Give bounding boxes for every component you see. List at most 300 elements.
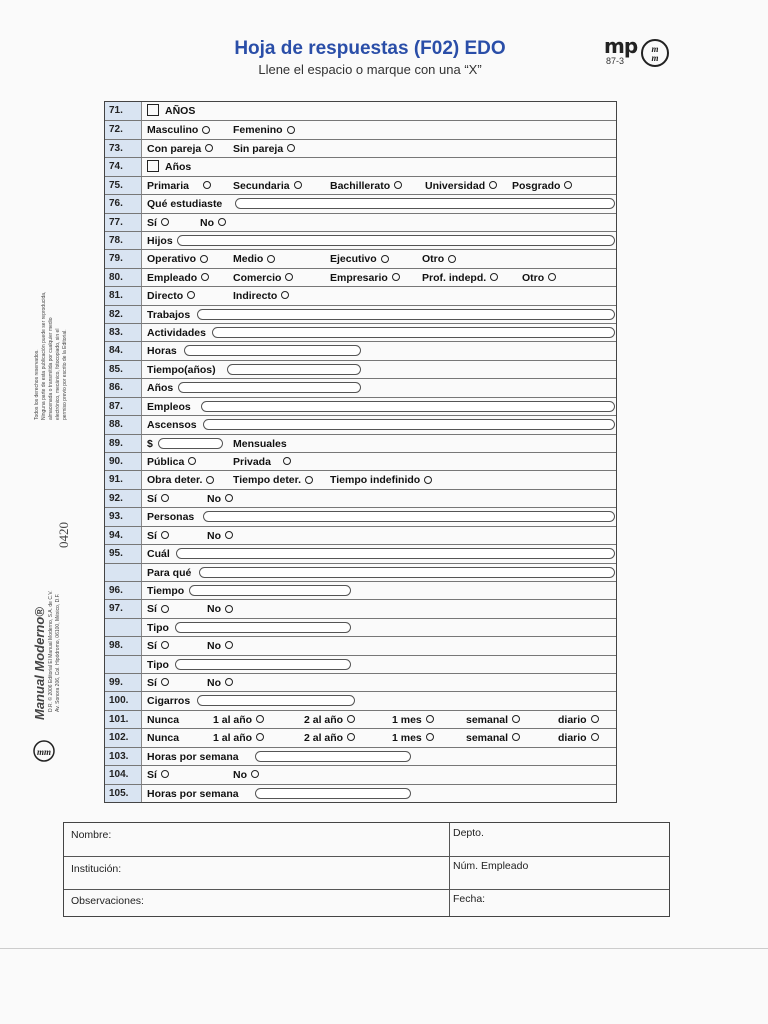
option-label [207, 530, 233, 542]
option-label [147, 345, 177, 357]
radio-circle[interactable] [564, 181, 572, 189]
option-label [147, 309, 190, 321]
item-number: 96. [109, 584, 123, 596]
answer-row [105, 489, 616, 507]
nombre-label: Nombre: [71, 829, 112, 841]
option-text: Universidad [425, 179, 486, 192]
option-label [147, 732, 179, 744]
item-number: 89. [109, 437, 123, 449]
answer-field[interactable] [203, 419, 615, 430]
option-text: 1 al año [213, 732, 253, 745]
item-number: 97. [109, 603, 123, 615]
radio-circle[interactable] [305, 476, 313, 484]
item-number: 100. [109, 695, 129, 707]
answer-row [105, 434, 616, 452]
radio-circle[interactable] [161, 494, 169, 502]
option-label [392, 732, 434, 744]
item-number: 98. [109, 640, 123, 652]
option-label [233, 290, 289, 302]
radio-circle[interactable] [512, 715, 520, 723]
item-number: 93. [109, 511, 123, 523]
institucion-label: Institución: [71, 863, 122, 875]
radio-circle[interactable] [161, 770, 169, 778]
answer-field[interactable] [176, 548, 615, 559]
answer-row [105, 323, 616, 341]
item-number: 87. [109, 400, 123, 412]
answer-field[interactable] [177, 235, 615, 246]
answer-row [105, 655, 616, 673]
option-label [147, 474, 214, 486]
option-label [233, 272, 293, 284]
answer-row [105, 728, 616, 746]
option-label [233, 180, 302, 192]
option-label [233, 456, 291, 468]
option-label [147, 714, 179, 726]
option-text: Horas por semana [147, 750, 239, 763]
option-label [422, 253, 456, 265]
option-label [233, 438, 287, 450]
num-empleado-label: Núm. Empleado [453, 860, 529, 872]
answer-field[interactable] [235, 198, 615, 209]
radio-circle[interactable] [161, 605, 169, 613]
option-text: Sí [147, 603, 157, 616]
answer-row [105, 139, 616, 157]
option-text: Bachillerato [330, 179, 391, 192]
answer-field[interactable] [203, 511, 615, 522]
radio-circle[interactable] [225, 678, 233, 686]
option-text: Nunca [147, 732, 180, 745]
option-text: 2 al año [304, 713, 344, 726]
option-text: Para qué [147, 566, 192, 579]
option-text: semanal [466, 713, 509, 726]
option-label [233, 253, 275, 265]
radio-circle[interactable] [392, 273, 400, 281]
option-text: Años [147, 382, 174, 395]
option-label [147, 603, 169, 615]
option-label [330, 180, 402, 192]
option-text: Primaria [147, 179, 190, 192]
depto-label: Depto. [453, 827, 484, 839]
option-label [147, 217, 169, 229]
option-text: Secundaria [233, 179, 290, 192]
mp-logo: mp [604, 34, 638, 58]
answer-row [105, 747, 616, 765]
option-label [330, 253, 389, 265]
answer-row [105, 526, 616, 544]
option-label [330, 272, 400, 284]
answer-field[interactable] [178, 382, 361, 393]
option-label [304, 714, 355, 726]
option-text: No [233, 769, 247, 782]
answer-row [105, 341, 616, 359]
radio-circle[interactable] [225, 531, 233, 539]
item-number: 76. [109, 198, 123, 210]
option-text: No [207, 529, 221, 542]
option-text: No [207, 603, 221, 616]
option-text: Sí [147, 640, 157, 653]
answer-row [105, 765, 616, 783]
option-text: Pública [147, 455, 185, 468]
option-text: semanal [466, 732, 509, 745]
option-label [147, 327, 206, 339]
item-number: 92. [109, 492, 123, 504]
option-label [147, 530, 169, 542]
option-text: Indirecto [233, 290, 278, 303]
option-text: Privada [233, 455, 271, 468]
option-label [147, 622, 169, 634]
option-label [304, 732, 355, 744]
answer-row [105, 378, 616, 396]
option-text: Comercio [233, 271, 282, 284]
radio-circle[interactable] [347, 715, 355, 723]
radio-circle[interactable] [225, 494, 233, 502]
answer-row [105, 618, 616, 636]
option-label [147, 548, 170, 560]
option-text: Años [165, 161, 192, 174]
brand-logo-icon [33, 740, 55, 762]
answer-row [105, 470, 616, 488]
form-code: 87-3 [606, 56, 625, 66]
item-number: 71. [109, 105, 123, 116]
radio-circle[interactable] [256, 715, 264, 723]
option-label [233, 143, 295, 155]
option-text: Cuál [147, 548, 170, 561]
option-text: Directo [147, 290, 184, 303]
svg-text:m: m [651, 44, 659, 54]
option-label [147, 105, 195, 117]
answer-row [105, 102, 616, 120]
option-label [466, 732, 520, 744]
radio-circle[interactable] [251, 770, 259, 778]
radio-circle[interactable] [490, 273, 498, 281]
answer-row [105, 157, 616, 175]
option-text: No [207, 492, 221, 505]
answer-field[interactable] [158, 438, 223, 449]
item-number: 78. [109, 234, 123, 246]
option-text: Otro [422, 253, 445, 266]
option-label [207, 677, 233, 689]
radio-circle[interactable] [381, 255, 389, 263]
option-label [147, 511, 194, 523]
radio-circle[interactable] [206, 476, 214, 484]
item-number: 88. [109, 419, 123, 431]
publisher-address: D.R. © 2006 Editorial El Manual Moderno, S.A. de C.V. Av. Sonora 206, Col. Hipódromo, 06100, México, D.F. [48, 590, 61, 712]
radio-circle[interactable] [187, 291, 195, 299]
item-number: 74. [109, 161, 123, 173]
radio-circle[interactable] [202, 126, 210, 134]
item-number: 82. [109, 308, 123, 320]
answer-field[interactable] [212, 327, 615, 338]
radio-circle[interactable] [200, 255, 208, 263]
radio-circle[interactable] [256, 733, 264, 741]
option-label [147, 124, 210, 136]
radio-circle[interactable] [424, 476, 432, 484]
radio-circle[interactable] [591, 715, 599, 723]
checkbox-square[interactable] [147, 160, 159, 172]
option-text: Masculino [147, 124, 199, 137]
fecha-label: Fecha: [453, 893, 486, 905]
option-text: Tiempo indefinido [330, 474, 421, 487]
option-label [558, 714, 599, 726]
option-label [147, 382, 173, 394]
radio-circle[interactable] [201, 273, 209, 281]
option-text: No [207, 640, 221, 653]
option-text: Ascensos [147, 419, 197, 432]
answer-field[interactable] [255, 751, 411, 762]
item-number: 85. [109, 363, 123, 375]
option-text: Posgrado [512, 179, 561, 192]
item-number: 79. [109, 253, 123, 265]
option-label [147, 456, 196, 468]
option-label [147, 198, 222, 210]
option-label [147, 180, 211, 192]
checkbox-square[interactable] [147, 104, 159, 116]
answer-field[interactable] [175, 659, 351, 670]
option-text: 1 mes [392, 732, 422, 745]
answer-row [105, 213, 616, 231]
option-label [147, 788, 239, 800]
option-text: Medio [233, 253, 264, 266]
answer-field[interactable] [175, 622, 351, 633]
radio-circle[interactable] [188, 457, 196, 465]
option-text: AÑOS [165, 105, 196, 117]
answer-row [105, 231, 616, 249]
option-label [147, 677, 169, 689]
answer-row [105, 360, 616, 378]
option-label [147, 567, 191, 579]
item-number: 83. [109, 327, 123, 339]
option-text: Tiempo [147, 584, 185, 597]
option-text: Sin pareja [233, 142, 284, 155]
radio-circle[interactable] [225, 641, 233, 649]
option-text: Operativo [147, 253, 197, 266]
answer-field[interactable] [255, 788, 411, 799]
answer-row [105, 397, 616, 415]
option-label [147, 659, 169, 671]
option-text: Empleos [147, 400, 191, 413]
item-number: 103. [109, 750, 129, 762]
option-label [147, 695, 190, 707]
radio-circle[interactable] [287, 126, 295, 134]
item-number: 84. [109, 345, 123, 357]
answer-row [105, 176, 616, 194]
answer-field[interactable] [227, 364, 361, 375]
option-label [207, 493, 233, 505]
svg-text:mm: mm [36, 747, 52, 757]
option-text: Tipo [147, 621, 169, 634]
publisher-logo-icon [640, 38, 670, 68]
option-text: Otro [522, 271, 545, 284]
option-text: diario [558, 732, 587, 745]
item-number: 102. [109, 732, 129, 744]
option-text: No [207, 677, 221, 690]
radio-circle[interactable] [294, 181, 302, 189]
option-label [558, 732, 599, 744]
radio-circle[interactable] [347, 733, 355, 741]
svg-text:m: m [651, 53, 659, 63]
answer-grid [104, 101, 617, 803]
item-number: 104. [109, 769, 129, 781]
option-label [233, 769, 259, 781]
copyright-notice: Todos los derechos reservados. Ninguna parte de esta publicación puede ser reproducida, almacenada o transmitida por cualquier medio electrónico, mecánico, fotocopiado, sin el permiso previo por escrito de la Editorial. [34, 291, 68, 420]
option-text: 1 mes [392, 713, 422, 726]
option-text: Tiempo deter. [233, 474, 302, 487]
answer-row [105, 636, 616, 654]
option-text: Cigarros [147, 695, 191, 708]
radio-circle[interactable] [591, 733, 599, 741]
item-number: 86. [109, 382, 123, 394]
option-label [147, 290, 195, 302]
page-edge-divider [0, 948, 768, 949]
answer-row [105, 120, 616, 138]
answer-row [105, 415, 616, 433]
answer-row [105, 710, 616, 728]
option-text: No [200, 216, 214, 229]
option-text: Sí [147, 769, 157, 782]
option-text: $ [147, 437, 153, 450]
option-text: Obra deter. [147, 474, 203, 487]
option-label [466, 714, 520, 726]
answer-row [105, 286, 616, 304]
radio-circle[interactable] [281, 291, 289, 299]
option-text: Sí [147, 492, 157, 505]
observaciones-label: Observaciones: [71, 895, 144, 907]
option-label [147, 253, 208, 265]
option-label [147, 751, 239, 763]
option-text: Sí [147, 677, 157, 690]
radio-circle[interactable] [287, 144, 295, 152]
radio-circle[interactable] [283, 457, 291, 465]
item-number: 94. [109, 529, 123, 541]
radio-circle[interactable] [394, 181, 402, 189]
answer-row [105, 691, 616, 709]
option-text: Personas [147, 511, 195, 524]
respondent-info-box [63, 822, 670, 917]
item-number: 95. [109, 548, 123, 560]
answer-row [105, 268, 616, 286]
radio-circle[interactable] [161, 531, 169, 539]
radio-circle[interactable] [218, 218, 226, 226]
option-label [147, 272, 209, 284]
option-text: Actividades [147, 327, 206, 340]
radio-circle[interactable] [512, 733, 520, 741]
radio-circle[interactable] [161, 641, 169, 649]
option-label [512, 180, 572, 192]
option-label [392, 714, 434, 726]
answer-row [105, 599, 616, 617]
option-text: Tipo [147, 658, 169, 671]
item-number: 99. [109, 677, 123, 689]
answer-field[interactable] [184, 345, 361, 356]
answer-field[interactable] [197, 695, 355, 706]
option-label [233, 474, 313, 486]
radio-circle[interactable] [205, 144, 213, 152]
option-text: Trabajos [147, 308, 191, 321]
answer-row [105, 563, 616, 581]
option-label [147, 769, 169, 781]
option-text: 1 al año [213, 713, 253, 726]
item-number: 81. [109, 290, 123, 302]
radio-circle[interactable] [426, 733, 434, 741]
option-label [422, 272, 498, 284]
option-label [207, 640, 233, 652]
option-text: Femenino [233, 124, 283, 137]
item-number: 75. [109, 179, 123, 191]
option-label [147, 143, 213, 155]
answer-field[interactable] [197, 309, 615, 320]
answer-row [105, 452, 616, 470]
option-text: Sí [147, 529, 157, 542]
publisher-brand: Manual Moderno® [32, 607, 47, 720]
item-number: 77. [109, 216, 123, 228]
answer-row [105, 194, 616, 212]
option-label [147, 364, 216, 376]
option-text: Prof. indepd. [422, 271, 487, 284]
radio-circle[interactable] [448, 255, 456, 263]
option-label [522, 272, 556, 284]
item-number: 90. [109, 455, 123, 467]
option-text: Hijos [147, 234, 173, 247]
answer-row [105, 673, 616, 691]
option-text: Ejecutivo [330, 253, 377, 266]
page-subtitle: Llene el espacio o marque con una “X” [258, 62, 482, 77]
print-code: 0420 [56, 522, 71, 548]
option-label [147, 438, 153, 450]
option-label [213, 732, 264, 744]
answer-row [105, 784, 616, 802]
radio-circle[interactable] [548, 273, 556, 281]
option-label [233, 124, 295, 136]
radio-circle[interactable] [285, 273, 293, 281]
option-label [330, 474, 432, 486]
answer-row [105, 507, 616, 525]
radio-circle[interactable] [225, 605, 233, 613]
option-text: Mensuales [233, 437, 287, 450]
option-text: diario [558, 713, 587, 726]
option-label [147, 161, 191, 173]
option-label [213, 714, 264, 726]
option-text: Nunca [147, 713, 180, 726]
option-text: Qué estudiaste [147, 198, 223, 211]
radio-circle[interactable] [426, 715, 434, 723]
item-number: 101. [109, 713, 129, 725]
item-number: 72. [109, 124, 123, 136]
option-label [207, 603, 233, 615]
option-text: Sí [147, 216, 157, 229]
option-label [147, 640, 169, 652]
radio-circle[interactable] [203, 181, 211, 189]
option-text: Tiempo(años) [147, 363, 216, 376]
option-label [147, 235, 173, 247]
answer-field[interactable] [189, 585, 351, 596]
item-number: 91. [109, 474, 123, 486]
answer-row [105, 249, 616, 267]
answer-row [105, 305, 616, 323]
option-text: Horas [147, 345, 177, 358]
answer-field[interactable] [199, 567, 615, 578]
radio-circle[interactable] [267, 255, 275, 263]
option-text: 2 al año [304, 732, 344, 745]
item-number: 105. [109, 787, 129, 799]
option-text: Con pareja [147, 142, 202, 155]
option-text: Empleado [147, 271, 198, 284]
radio-circle[interactable] [489, 181, 497, 189]
option-label [147, 493, 169, 505]
radio-circle[interactable] [161, 218, 169, 226]
radio-circle[interactable] [161, 678, 169, 686]
answer-field[interactable] [201, 401, 615, 412]
option-label [147, 585, 184, 597]
